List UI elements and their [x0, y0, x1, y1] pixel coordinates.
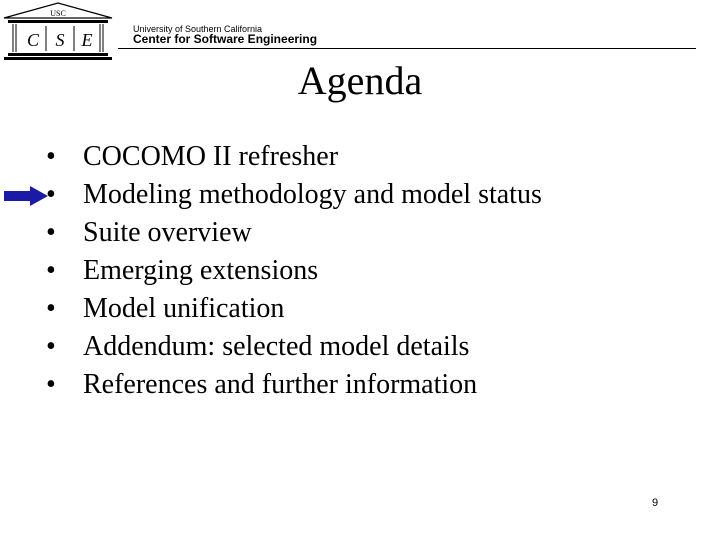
cse-logo-graphic [0, 0, 120, 64]
agenda-item [0, 366, 700, 404]
agenda-item-current [0, 176, 700, 214]
agenda-item-text: Modeling methodology and model status [83, 179, 542, 210]
center-name: Center for Software Engineering [133, 32, 318, 46]
logo-letter-s: S [55, 30, 65, 50]
agenda-list [0, 138, 700, 404]
university-name: University of Southern California [133, 24, 263, 34]
bullet: • [46, 179, 56, 210]
header-divider [118, 48, 696, 49]
page-number: 9 [651, 497, 659, 509]
agenda-item-text: Addendum: selected model details [83, 331, 470, 362]
bullet: • [46, 141, 56, 172]
agenda-item [0, 290, 700, 328]
agenda-item-text: Suite overview [83, 217, 252, 248]
agenda-item-text: COCOMO II refresher [83, 141, 339, 172]
agenda-item [0, 252, 700, 290]
agenda-item [0, 328, 700, 366]
agenda-item [0, 138, 700, 176]
logo-letter-c: C [26, 30, 40, 50]
arrow-right-icon [4, 186, 48, 206]
bullet: • [46, 369, 56, 400]
bullet: • [46, 255, 56, 286]
bullet: • [46, 293, 56, 324]
agenda-item-text: Model unification [83, 293, 285, 324]
slide-title: Agenda [297, 58, 423, 103]
logo-letter-e: E [81, 30, 93, 50]
agenda-item-text: Emerging extensions [83, 255, 319, 286]
bullet: • [46, 331, 56, 362]
agenda-item [0, 214, 700, 252]
cse-logo [0, 0, 120, 64]
bullet: • [46, 217, 56, 248]
agenda-item-text: References and further information [83, 369, 478, 400]
logo-roof-text: USC [50, 9, 66, 18]
